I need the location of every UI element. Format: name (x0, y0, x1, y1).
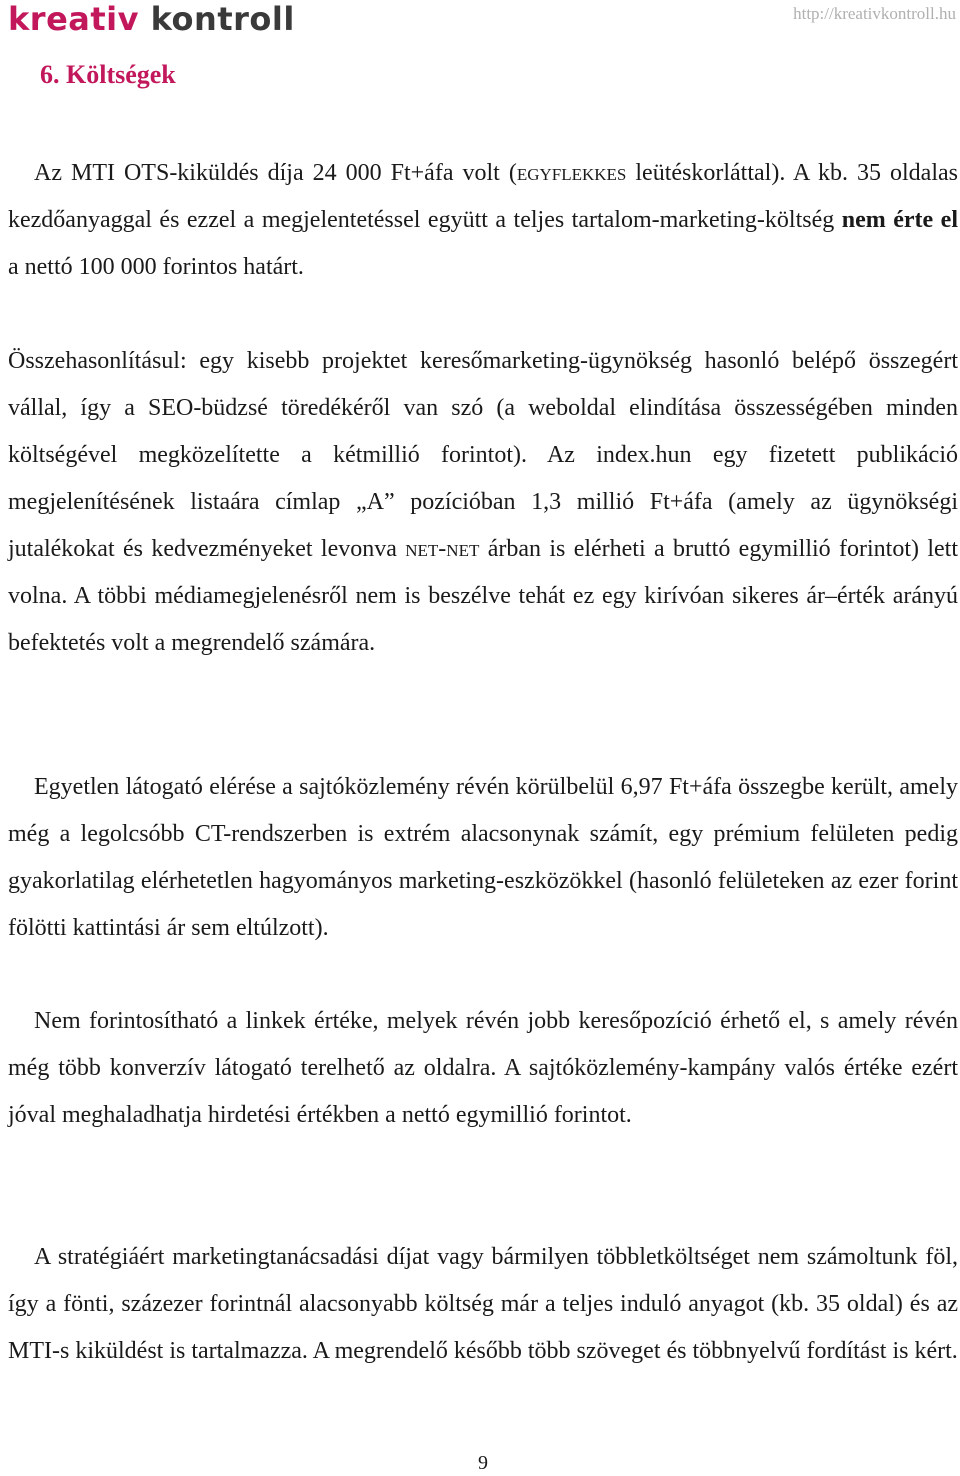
page-number: 9 (478, 1452, 488, 1474)
paragraph-cost: Az MTI OTS-kiküldés díja 24 000 Ft+áfa volt (egyflekkes leütéskorláttal). A kb. 35 oldalas kezdőanyaggal és ezzel a megjelentetéssel együtt a teljes tartalom-marketing-költség nem érte el a nettó 100 000 forintos határt. (8, 160, 958, 280)
section-heading: 6. Költségek (40, 60, 176, 89)
paragraph-strategy: A stratégiáért marketingtanácsadási díjat vagy bármilyen többletköltséget nem számoltunk föl, így a fönti, százezer forintnál alacsonyabb költség már a teljes induló anyagot (kb. 35 oldal) és az MTI-s kiküldést is tartalmazza. A megrendelő később több szöveget és többnyelvű fordítást is kért. (8, 1244, 958, 1364)
paragraph-visitor-cost: Egyetlen látogató elérése a sajtóközlemény révén körülbelül 6,97 Ft+áfa összegbe került, amely még a legolcsóbb CT-rendszerben is extrém alacsonynak számít, egy prémium felületen pedig gyakorlatilag elérhetetlen hagyományos marketing-eszközökkel (hasonló felületeken az ezer forint fölötti kattintási ár sem eltúlzott). (8, 774, 958, 941)
paragraph-comparison: Összehasonlításul: egy kisebb projektet keresőmarketing-ügynökség hasonló belépő összegért vállal, így a SEO-büdzsé töredékéről van szó (a weboldal elindítása összességében minden költségével megközelítette a kétmillió forintot). Az index.hun egy fizetett publikáció megjelenítésének listaára címlap „A” pozícióban 1,3 millió Ft+áfa (amely az ügynökségi jutalékokat és kedvezményeket levonva net-net árban is elérheti a bruttó egymillió forintot) lett volna. A többi médiamegjelenésről nem is beszélve tehát ez egy kirívóan sikeres ár–érték arányú befektetés volt a megrendelő számára. (8, 348, 959, 656)
header-url: http://kreativkontroll.hu (793, 4, 956, 23)
brand-logo (8, 0, 295, 38)
paragraph-link-value: Nem forintosítható a linkek értéke, melyek révén jobb keresőpozíció érhető el, s amely révén még több konverzív látogató terelhető az oldalra. A sajtóközlemény-kampány valós értéke ezért jóval meghaladhatja hirdetési értékben a nettó egymillió forintot. (8, 1008, 958, 1128)
logo-part-kreativ: kreativ (8, 0, 139, 38)
logo-part-kontroll: kontroll (150, 0, 295, 38)
